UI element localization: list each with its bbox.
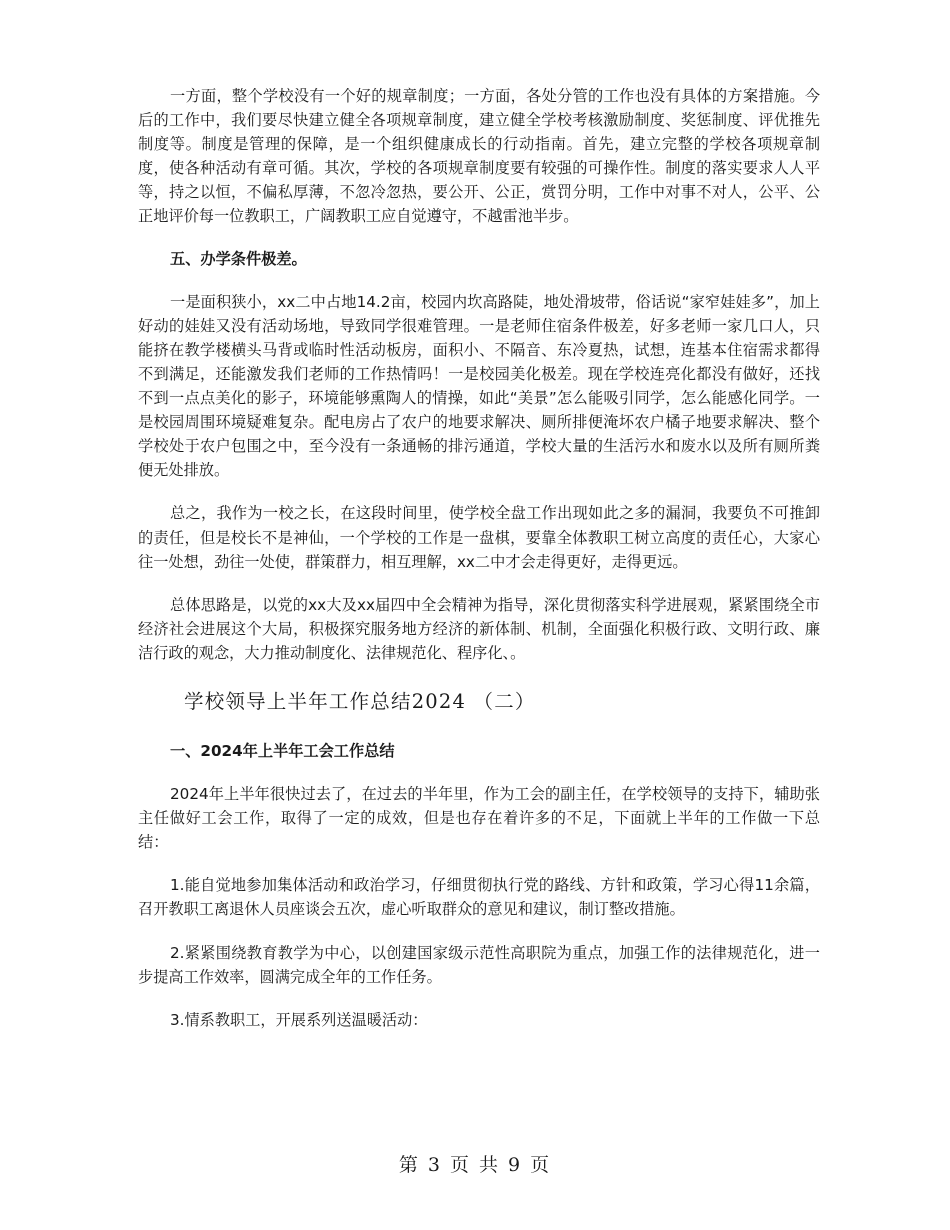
paragraph-conditions: 一是面积狭小，xx二中占地14.2亩，校园内坎高路陡，地处滑坡带，俗话说“家窄娃娃多”，加上好动的娃娃又没有活动场地，导致同学很难管理。一是老师住宿条件极差，好多老师一家几口人，只能挤在教学楼横头马背或临时性活动板房，面积小、不隔音、东冷夏热，试想，连基本住宿需求都得不到满足，还能激发我们老师的工作热情吗！一是校园美化极差。现在学校连亮化都没有做好，还找不到一点点美化的影子，环境能够熏陶人的情操，如此“美景”怎么能吸引同学，怎么能感化同学。一是校园周围环境疑难复杂。配电房占了农户的地要求解决、厕所排便淹坏农户橘子地要求解决、整个学校处于农户包围之中，至今没有一条通畅的排污通道，学校大量的生活污水和废水以及所有厕所粪便无处排放。 (138, 292, 820, 480)
section-title: 学校领导上半年工作总结2024 （二） (184, 689, 536, 713)
page-number-label: 第 3 页 共 9 页 (398, 1154, 552, 1176)
paragraph-overall-approach: 总体思路是，以党的xx大及xx届四中全会精神为指导，深化贯彻落实科学进展观，紧紧围绕全市经济社会进展这个大局，积极探究服务地方经济的新体制、机制，全面强化积极行政、文明行政、廉洁行政的观念，大力推动制度化、法律规范化、程序化、。 (138, 595, 820, 662)
paragraph-regulations: 一方面，整个学校没有一个好的规章制度；一方面，各处分管的工作也没有具体的方案措施。今后的工作中，我们要尽快建立健全各项规章制度，建立健全学校考核激励制度、奖惩制度、评优推先制度等。制度是管理的保障，是一个组织健康成长的行动指南。首先，建立完整的学校各项规章制度，使各种活动有章可循。其次，学校的各项规章制度要有较强的可操作性。制度的落实要求人人平等，持之以恒，不偏私厚薄，不忽冷忽热，要公开、公正，赏罚分明，工作中对事不对人，公平、公正地评价每一位教职工，广阔教职工应自觉遵守，不越雷池半步。 (138, 87, 820, 226)
page-footer (0, 1150, 950, 1177)
paragraph-item-2: 2.紧紧围绕教育教学为中心，以创建国家级示范性高职院为重点，加强工作的法律规范化，进一步提高工作效率，圆满完成全年的工作任务。 (138, 943, 820, 986)
document-body (138, 84, 820, 1032)
heading-school-conditions: 五、办学条件极差。 (170, 249, 307, 268)
paragraph-summary: 总之，我作为一校之长，在这段时间里，使学校全盘工作出现如此之多的漏洞，我要负不可推卸的责任，但是校长不是神仙，一个学校的工作是一盘棋，要靠全体教职工树立高度的责任心，大家心往一处想，劲往一处使，群策群力，相互理解，xx二中才会走得更好，走得更远。 (138, 504, 820, 571)
paragraph-item-3: 3.情系教职工，开展系列送温暖活动： (170, 1010, 428, 1029)
paragraph-union-intro: 2024年上半年很快过去了，在过去的半年里，作为工会的副主任，在学校领导的支持下，辅助张主任做好工会工作，取得了一定的成效，但是也存在着许多的不足，下面就上半年的工作做一下总结： (138, 785, 820, 852)
paragraph-item-1: 1.能自觉地参加集体活动和政治学习，仔细贯彻执行党的路线、方针和政策，学习心得11余篇，召开教职工离退休人员座谈会五次，虚心听取群众的意见和建议，制订整改措施。 (138, 876, 820, 919)
heading-union-summary: 一、2024年上半年工会工作总结 (170, 741, 395, 760)
